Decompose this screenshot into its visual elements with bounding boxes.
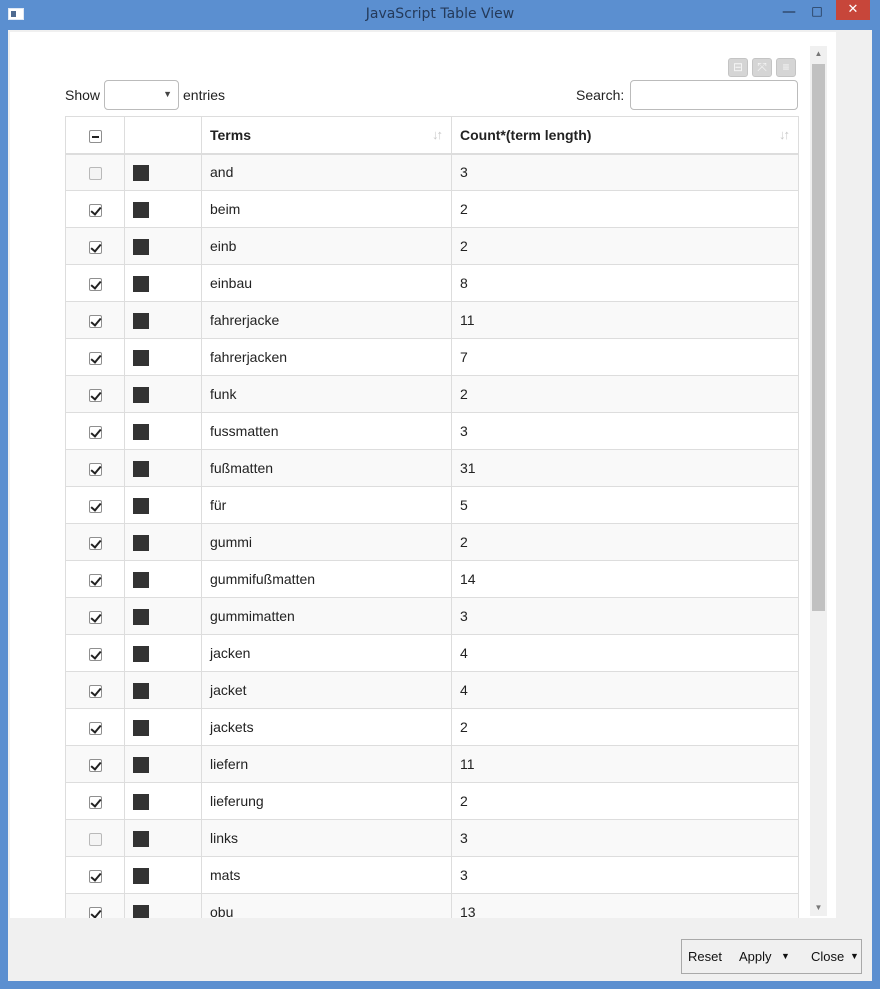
row-checkbox[interactable] bbox=[89, 870, 102, 883]
row-checkbox[interactable] bbox=[89, 907, 102, 918]
color-swatch[interactable] bbox=[133, 165, 149, 181]
term-cell: jacket bbox=[202, 672, 452, 709]
term-cell: einbau bbox=[202, 265, 452, 302]
color-cell bbox=[125, 820, 202, 857]
count-cell: 7 bbox=[452, 339, 799, 376]
row-select-cell[interactable] bbox=[66, 894, 125, 919]
table-row[interactable] bbox=[66, 524, 799, 561]
table-row[interactable] bbox=[66, 783, 799, 820]
row-select-cell[interactable] bbox=[66, 450, 125, 487]
table-row[interactable] bbox=[66, 709, 799, 746]
term-cell: mats bbox=[202, 857, 452, 894]
count-cell: 2 bbox=[452, 191, 799, 228]
term-cell: für bbox=[202, 487, 452, 524]
term-cell: einb bbox=[202, 228, 452, 265]
count-cell: 13 bbox=[452, 894, 799, 919]
count-cell: 3 bbox=[452, 820, 799, 857]
terms-table bbox=[65, 116, 799, 918]
color-cell bbox=[125, 672, 202, 709]
row-checkbox[interactable] bbox=[89, 685, 102, 698]
minimize-button[interactable]: — bbox=[782, 4, 796, 20]
table-row[interactable] bbox=[66, 302, 799, 339]
color-swatch[interactable] bbox=[133, 535, 149, 551]
row-select-cell[interactable] bbox=[66, 228, 125, 265]
row-checkbox[interactable] bbox=[89, 759, 102, 772]
color-column-header bbox=[125, 117, 202, 154]
row-select-cell[interactable] bbox=[66, 487, 125, 524]
color-swatch[interactable] bbox=[133, 202, 149, 218]
count-cell: 2 bbox=[452, 376, 799, 413]
term-cell: lieferung bbox=[202, 783, 452, 820]
color-swatch[interactable] bbox=[133, 609, 149, 625]
count-cell: 4 bbox=[452, 672, 799, 709]
table-row[interactable] bbox=[66, 746, 799, 783]
color-cell bbox=[125, 376, 202, 413]
scroll-up-icon[interactable]: ▲ bbox=[814, 49, 823, 58]
color-cell bbox=[125, 746, 202, 783]
row-checkbox[interactable] bbox=[89, 574, 102, 587]
table-row[interactable] bbox=[66, 894, 799, 919]
length-label: Show bbox=[65, 87, 101, 103]
row-select-cell[interactable] bbox=[66, 191, 125, 228]
color-swatch[interactable] bbox=[133, 572, 149, 588]
color-swatch[interactable] bbox=[133, 313, 149, 329]
count-column-header[interactable] bbox=[452, 117, 799, 154]
row-checkbox[interactable] bbox=[89, 796, 102, 809]
table-row[interactable] bbox=[66, 376, 799, 413]
search-label: Search: bbox=[576, 87, 625, 103]
color-swatch[interactable] bbox=[133, 276, 149, 292]
table-view-content bbox=[10, 32, 836, 918]
term-cell: fahrerjacke bbox=[202, 302, 452, 339]
select-all-header[interactable] bbox=[66, 117, 125, 154]
count-cell: 3 bbox=[452, 857, 799, 894]
window-client-area bbox=[8, 30, 872, 981]
count-cell: 2 bbox=[452, 228, 799, 265]
color-swatch[interactable] bbox=[133, 831, 149, 847]
close-dropdown-icon[interactable]: ▼ bbox=[850, 951, 859, 961]
term-cell: gummifußmatten bbox=[202, 561, 452, 598]
count-cell: 14 bbox=[452, 561, 799, 598]
entries-select[interactable] bbox=[104, 80, 179, 110]
count-cell: 3 bbox=[452, 154, 799, 191]
term-cell: funk bbox=[202, 376, 452, 413]
select-all-checkbox[interactable] bbox=[89, 130, 102, 143]
search-input[interactable] bbox=[630, 80, 798, 110]
row-checkbox[interactable] bbox=[89, 648, 102, 661]
terms-column-label: Terms bbox=[210, 126, 251, 143]
apply-dropdown-icon[interactable]: ▼ bbox=[781, 951, 790, 961]
table-row[interactable] bbox=[66, 339, 799, 376]
table-row[interactable] bbox=[66, 672, 799, 709]
table-row[interactable] bbox=[66, 191, 799, 228]
color-swatch[interactable] bbox=[133, 720, 149, 736]
row-select-cell[interactable] bbox=[66, 709, 125, 746]
color-swatch[interactable] bbox=[133, 498, 149, 514]
term-cell: obu bbox=[202, 894, 452, 919]
table-body bbox=[66, 154, 799, 919]
row-checkbox[interactable] bbox=[89, 426, 102, 439]
apply-button[interactable]: Apply bbox=[739, 949, 772, 964]
color-cell bbox=[125, 709, 202, 746]
title-bar[interactable] bbox=[0, 0, 880, 30]
row-checkbox[interactable] bbox=[89, 204, 102, 217]
term-cell: fußmatten bbox=[202, 450, 452, 487]
sort-icon[interactable]: ↓↑ bbox=[779, 127, 788, 142]
table-row[interactable] bbox=[66, 635, 799, 672]
window-title: JavaScript Table View bbox=[365, 6, 515, 22]
term-cell: beim bbox=[202, 191, 452, 228]
terms-column-header[interactable] bbox=[202, 117, 452, 154]
color-cell bbox=[125, 783, 202, 820]
row-select-cell[interactable] bbox=[66, 154, 125, 191]
color-cell bbox=[125, 413, 202, 450]
color-cell bbox=[125, 561, 202, 598]
count-cell: 2 bbox=[452, 783, 799, 820]
count-cell: 31 bbox=[452, 450, 799, 487]
scroll-down-icon[interactable]: ▼ bbox=[814, 903, 823, 912]
color-swatch[interactable] bbox=[133, 387, 149, 403]
close-button[interactable]: Close bbox=[811, 949, 845, 964]
color-cell bbox=[125, 450, 202, 487]
expand-fullscreen-icon[interactable]: ⤧ bbox=[752, 58, 772, 77]
table-row[interactable] bbox=[66, 598, 799, 635]
row-checkbox[interactable] bbox=[89, 722, 102, 735]
term-cell: and bbox=[202, 154, 452, 191]
color-swatch[interactable] bbox=[133, 239, 149, 255]
color-cell bbox=[125, 635, 202, 672]
color-cell bbox=[125, 894, 202, 919]
table-row[interactable] bbox=[66, 450, 799, 487]
scrollbar-thumb[interactable] bbox=[812, 64, 825, 611]
color-cell bbox=[125, 598, 202, 635]
count-column-label: Count*(term length) bbox=[460, 126, 592, 143]
vertical-scrollbar[interactable] bbox=[810, 46, 827, 916]
color-cell bbox=[125, 524, 202, 561]
row-select-cell[interactable] bbox=[66, 598, 125, 635]
length-suffix-label: entries bbox=[183, 87, 226, 103]
count-cell: 3 bbox=[452, 413, 799, 450]
table-row[interactable] bbox=[66, 820, 799, 857]
row-select-cell[interactable] bbox=[66, 783, 125, 820]
table-row[interactable] bbox=[66, 487, 799, 524]
row-checkbox[interactable] bbox=[89, 389, 102, 402]
table-row[interactable] bbox=[66, 154, 799, 191]
color-cell bbox=[125, 487, 202, 524]
color-cell bbox=[125, 154, 202, 191]
table-row[interactable] bbox=[66, 561, 799, 598]
color-swatch[interactable] bbox=[133, 683, 149, 699]
table-row[interactable] bbox=[66, 228, 799, 265]
row-checkbox[interactable] bbox=[89, 241, 102, 254]
count-cell: 2 bbox=[452, 709, 799, 746]
count-cell: 4 bbox=[452, 635, 799, 672]
row-checkbox[interactable] bbox=[89, 463, 102, 476]
table-row[interactable] bbox=[66, 857, 799, 894]
count-cell: 11 bbox=[452, 302, 799, 339]
menu-icon[interactable]: ≡ bbox=[776, 58, 796, 77]
count-cell: 5 bbox=[452, 487, 799, 524]
table-row[interactable] bbox=[66, 265, 799, 302]
color-cell bbox=[125, 228, 202, 265]
row-checkbox[interactable] bbox=[89, 833, 102, 846]
color-swatch[interactable] bbox=[133, 905, 149, 918]
row-checkbox[interactable] bbox=[89, 611, 102, 624]
close-window-button[interactable]: ✕ bbox=[836, 0, 870, 20]
row-select-cell[interactable] bbox=[66, 635, 125, 672]
row-checkbox[interactable] bbox=[89, 278, 102, 291]
row-select-cell[interactable] bbox=[66, 302, 125, 339]
maximize-button[interactable]: □ bbox=[811, 4, 823, 18]
term-cell: jackets bbox=[202, 709, 452, 746]
color-cell bbox=[125, 857, 202, 894]
term-cell: jacken bbox=[202, 635, 452, 672]
color-cell bbox=[125, 191, 202, 228]
color-cell bbox=[125, 265, 202, 302]
table-header-row bbox=[66, 117, 799, 154]
row-checkbox[interactable] bbox=[89, 315, 102, 328]
row-select-cell[interactable] bbox=[66, 561, 125, 598]
row-checkbox[interactable] bbox=[89, 352, 102, 365]
color-swatch[interactable] bbox=[133, 424, 149, 440]
row-checkbox[interactable] bbox=[89, 167, 102, 180]
color-cell bbox=[125, 339, 202, 376]
row-select-cell[interactable] bbox=[66, 746, 125, 783]
row-select-cell[interactable] bbox=[66, 339, 125, 376]
footer-button-group bbox=[681, 939, 862, 974]
color-swatch[interactable] bbox=[133, 350, 149, 366]
count-cell: 8 bbox=[452, 265, 799, 302]
chevron-down-icon: ▼ bbox=[163, 89, 172, 99]
table-row[interactable] bbox=[66, 413, 799, 450]
row-select-cell[interactable] bbox=[66, 672, 125, 709]
sort-icon[interactable]: ↓↑ bbox=[432, 127, 441, 142]
row-checkbox[interactable] bbox=[89, 537, 102, 550]
color-cell bbox=[125, 302, 202, 339]
collapse-icon[interactable]: ⊟ bbox=[728, 58, 748, 77]
color-swatch[interactable] bbox=[133, 757, 149, 773]
row-select-cell[interactable] bbox=[66, 413, 125, 450]
term-cell: liefern bbox=[202, 746, 452, 783]
row-select-cell[interactable] bbox=[66, 376, 125, 413]
row-checkbox[interactable] bbox=[89, 500, 102, 513]
count-cell: 3 bbox=[452, 598, 799, 635]
count-cell: 11 bbox=[452, 746, 799, 783]
term-cell: links bbox=[202, 820, 452, 857]
row-select-cell[interactable] bbox=[66, 857, 125, 894]
term-cell: fussmatten bbox=[202, 413, 452, 450]
term-cell: gummimatten bbox=[202, 598, 452, 635]
row-select-cell[interactable] bbox=[66, 820, 125, 857]
color-swatch[interactable] bbox=[133, 461, 149, 477]
row-select-cell[interactable] bbox=[66, 265, 125, 302]
color-swatch[interactable] bbox=[133, 868, 149, 884]
reset-button[interactable]: Reset bbox=[688, 949, 722, 964]
color-swatch[interactable] bbox=[133, 646, 149, 662]
count-cell: 2 bbox=[452, 524, 799, 561]
row-select-cell[interactable] bbox=[66, 524, 125, 561]
term-cell: gummi bbox=[202, 524, 452, 561]
term-cell: fahrerjacken bbox=[202, 339, 452, 376]
color-swatch[interactable] bbox=[133, 794, 149, 810]
